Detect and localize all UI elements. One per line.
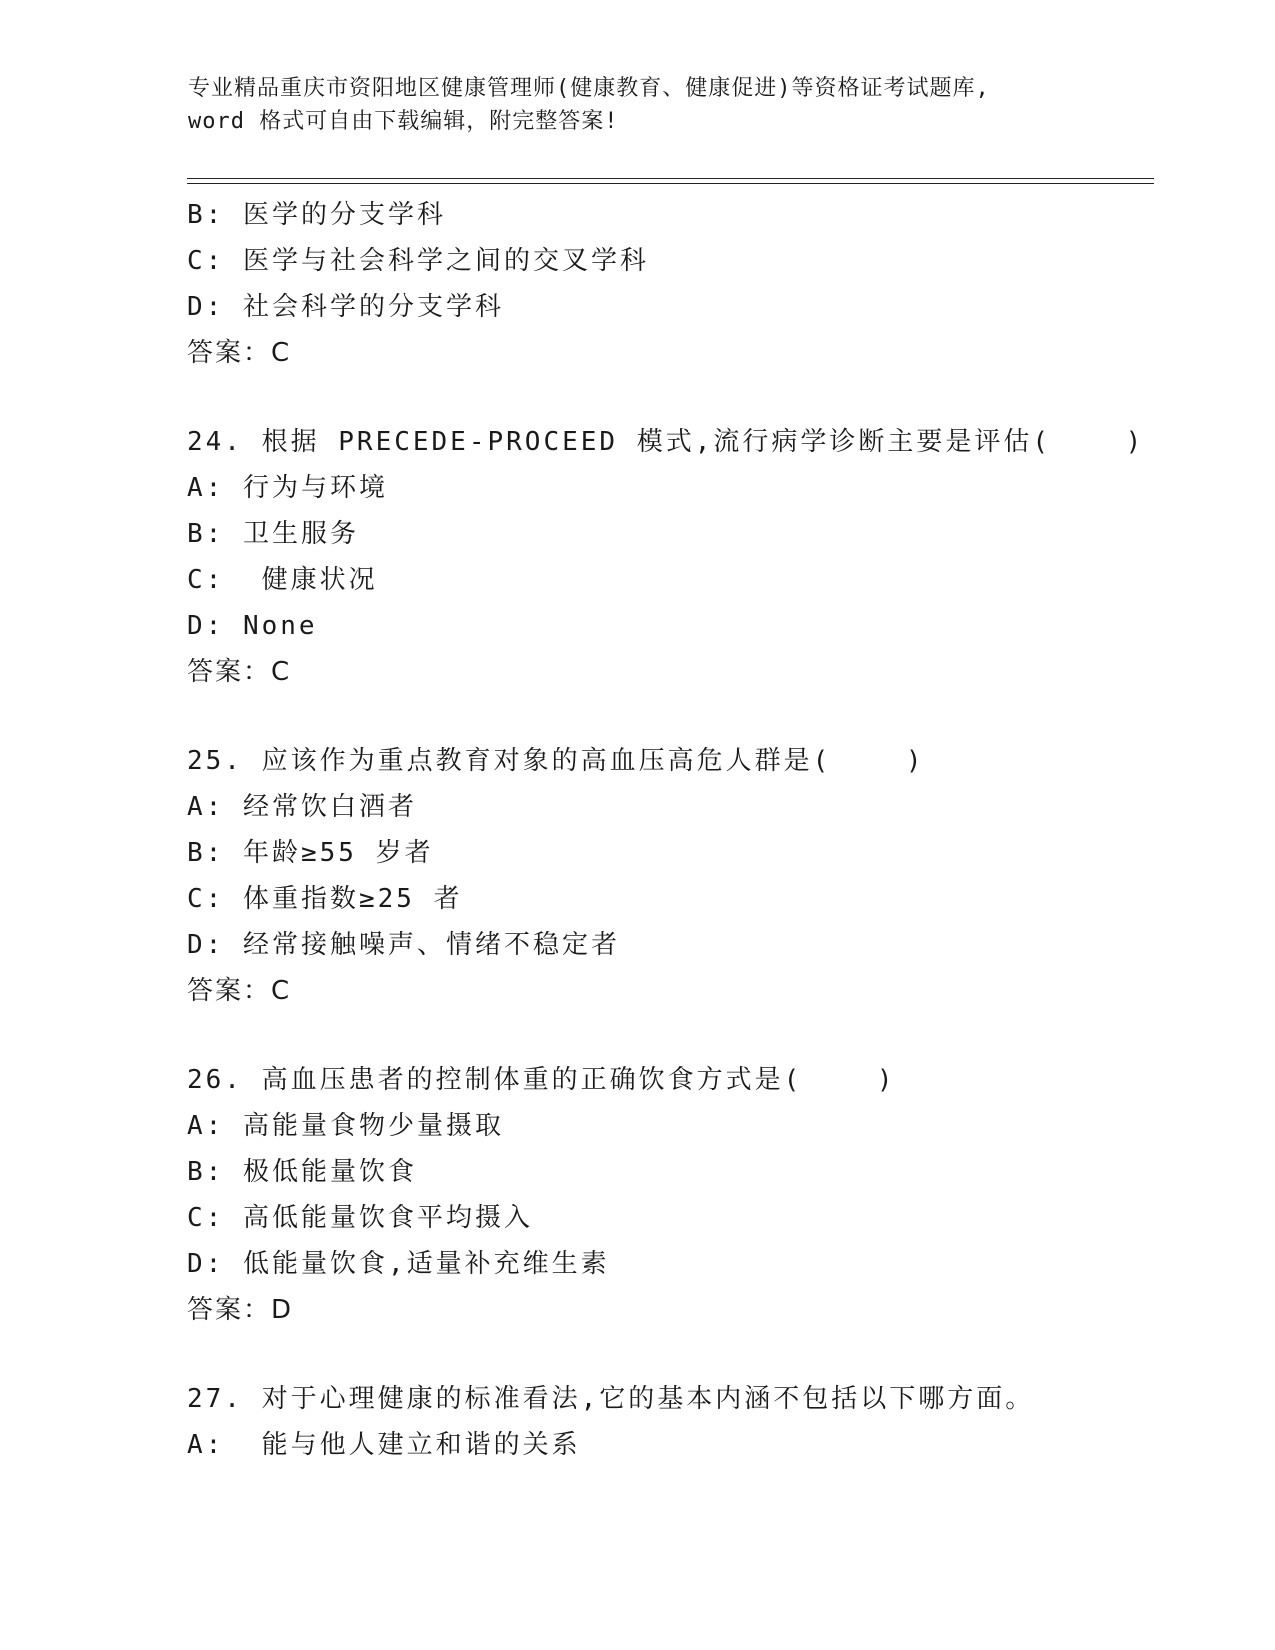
option-c: C: 高低能量饮食平均摄入 (187, 1203, 533, 1233)
answer-line: 答案：C (187, 976, 292, 1006)
question-23-continued (187, 192, 1147, 376)
document-header (188, 72, 1088, 138)
option-b: B: 医学的分支学科 (187, 200, 446, 230)
answer-line: 答案：C (187, 657, 292, 687)
option-c: C: 体重指数≥25 者 (187, 884, 463, 914)
option-d: D: 社会科学的分支学科 (187, 292, 504, 322)
option-a: A: 行为与环境 (187, 473, 388, 503)
question-24 (187, 419, 1147, 695)
question-25 (187, 738, 1147, 1014)
header-line-2: word 格式可自由下载编辑，附完整答案! (188, 109, 619, 134)
question-stem: 25. 应该作为重点教育对象的高血压高危人群是( ) (187, 746, 925, 776)
question-list (187, 192, 1147, 1468)
option-d: D: 低能量饮食,适量补充维生素 (187, 1249, 610, 1279)
question-26 (187, 1057, 1147, 1333)
option-d: D: 经常接触噪声、情绪不稳定者 (187, 930, 620, 960)
question-stem: 27. 对于心理健康的标准看法,它的基本内涵不包括以下哪方面。 (187, 1384, 1035, 1414)
answer-line: 答案：C (187, 338, 292, 368)
option-a: A: 能与他人建立和谐的关系 (187, 1430, 581, 1460)
option-b: B: 卫生服务 (187, 519, 359, 549)
option-b: B: 极低能量饮食 (187, 1157, 417, 1187)
option-c: C: 医学与社会科学之间的交叉学科 (187, 246, 649, 276)
option-a: A: 高能量食物少量摄取 (187, 1111, 504, 1141)
header-line-1: 专业精品重庆市资阳地区健康管理师(健康教育、健康促进)等资格证考试题库, (188, 76, 990, 101)
question-stem: 26. 高血压患者的控制体重的正确饮食方式是( ) (187, 1065, 896, 1095)
header-rule-top (187, 178, 1154, 179)
question-stem: 24. 根据 PRECEDE-PROCEED 模式,流行病学诊断主要是评估( ) (187, 427, 1145, 457)
header-rule-bottom (187, 183, 1154, 184)
option-a: A: 经常饮白酒者 (187, 792, 417, 822)
option-c: C: 健康状况 (187, 565, 378, 595)
option-d: D: None (187, 611, 318, 641)
answer-line: 答案：D (187, 1295, 294, 1325)
question-27 (187, 1376, 1147, 1468)
option-b: B: 年龄≥55 岁者 (187, 838, 434, 868)
